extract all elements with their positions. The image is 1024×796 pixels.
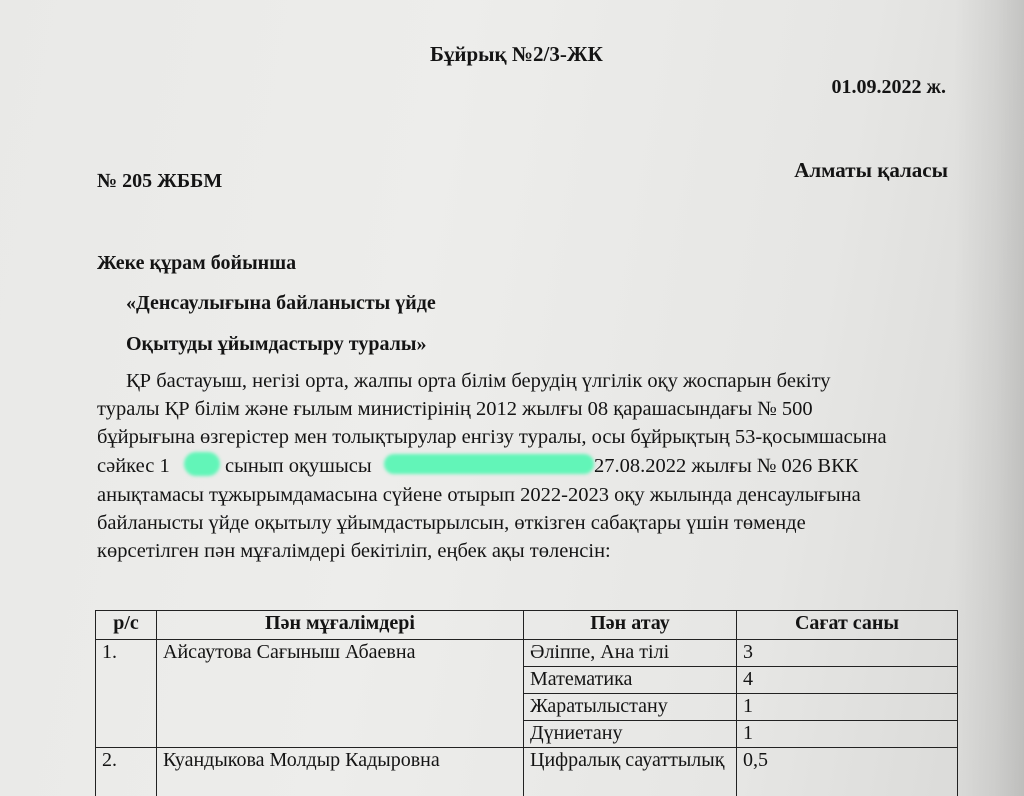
body-line-2: туралы ҚР білім және ғылым министірінің 2012 жылғы 08 қарашасындағы № 500 bbox=[97, 398, 813, 420]
document-title: Бұйрық №2/3-ЖК bbox=[430, 42, 603, 66]
subject-cell: Математика bbox=[524, 667, 737, 694]
paper-shadow bbox=[954, 0, 1024, 796]
header-teachers: Пән мұғалімдері bbox=[157, 611, 524, 640]
header-subject: Пән атау bbox=[524, 611, 737, 640]
body-line-6: байланысты үйде оқытылу ұйымдастырылсын, өткізген сабақтары үшін төменде bbox=[97, 512, 806, 534]
row-num: 1. bbox=[96, 640, 157, 748]
subject-cell: Дүниетану bbox=[524, 721, 737, 748]
subject-cell: Әліппе, Ана тілі bbox=[524, 640, 737, 667]
table-row bbox=[96, 748, 958, 796]
table-header-row bbox=[96, 611, 958, 640]
teacher-name: Айсаутова Сағыныш Абаевна bbox=[157, 640, 524, 748]
school-name: № 205 ЖББМ bbox=[97, 170, 223, 192]
body-line-5: анықтамасы тұжырымдамасына сүйене отырып 2022-2023 оқу жылында денсаулығына bbox=[97, 484, 861, 506]
body-line-4b: сынып оқушысы bbox=[225, 455, 372, 477]
body-line-1: ҚР бастауыш, негізі орта, жалпы орта білім берудің үлгілік оқу жоспарын бекіту bbox=[126, 370, 831, 392]
header-hours: Сағат саны bbox=[737, 611, 958, 640]
teachers-table bbox=[95, 610, 958, 796]
hours-cell: 4 bbox=[737, 667, 958, 694]
teacher-name: Куандыкова Молдыр Кадыровна bbox=[157, 748, 524, 796]
redaction-mark bbox=[184, 452, 220, 476]
order-heading-line-2: Оқытуды ұйымдастыру туралы» bbox=[126, 333, 427, 355]
hours-cell: 0,5 bbox=[737, 748, 958, 796]
city-name: Алматы қаласы bbox=[794, 158, 948, 182]
hours-cell: 1 bbox=[737, 721, 958, 748]
body-line-4c: 27.08.2022 жылғы № 026 ВКК bbox=[594, 455, 859, 477]
row-num: 2. bbox=[96, 748, 157, 796]
document-date: 01.09.2022 ж. bbox=[831, 76, 946, 98]
hours-cell: 1 bbox=[737, 694, 958, 721]
body-line-7: көрсетілген пән мұғалімдері бекітіліп, еңбек ақы төленсін: bbox=[97, 540, 611, 562]
order-subject: Жеке құрам бойынша bbox=[97, 252, 297, 274]
redaction-mark bbox=[384, 454, 594, 474]
subject-cell: Жаратылыстану bbox=[524, 694, 737, 721]
table-row bbox=[96, 640, 958, 667]
subject-cell: Цифралық сауаттылық bbox=[524, 748, 737, 796]
body-line-3: бұйрығына өзгерістер мен толықтырулар енгізу туралы, осы бұйрықтың 53-қосымшасына bbox=[97, 426, 887, 448]
body-line-4a: сәйкес 1 bbox=[97, 455, 170, 477]
header-num: р/с bbox=[96, 611, 157, 640]
hours-cell: 3 bbox=[737, 640, 958, 667]
order-heading-line-1: «Денсаулығына байланысты үйде bbox=[126, 292, 436, 314]
